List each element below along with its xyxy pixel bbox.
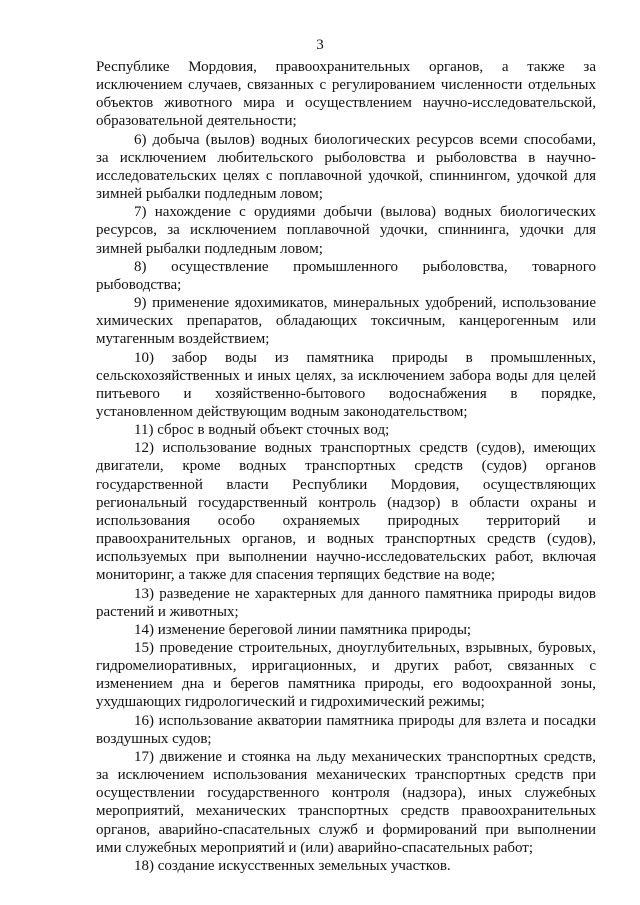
document-body [96, 58, 596, 875]
list-item-12: 12) использование водных транспортных средств (судов), имеющих двигатели, кроме водных транспортных средств (судов) органов государственной власти Республики Мордовия, осуществляющих региональный государственный контроль (надзор) в области охраны и использования особо охраняемых природных территорий и правоохранительных органов, и водных транспортных средств (судов), используемых при выполнении научно-исследовательских работ, включая мониторинг, а также для спасения терпящих бедствие на воде; [96, 440, 596, 584]
list-item-18: 18) создание искусственных земельных участков. [134, 857, 451, 874]
list-item-8: 8) осуществление промышленного рыболовства, товарного рыбоводства; [96, 258, 596, 293]
list-item-7: 7) нахождение с орудиями добычи (вылова) водных биологических ресурсов, за исключением поплавочной удочки, спиннинга, удочки для зимней рыбалки подледным ловом; [96, 204, 596, 257]
list-item-6: 6) добыча (вылов) водных биологических ресурсов всеми способами, за исключением любительского рыболовства и рыболовства в научно-исследовательских целях с поплавочной удочкой, спиннингом, удочкой для зимней рыбалки подледным ловом; [96, 131, 596, 203]
paragraph-continuation: Республике Мордовия, правоохранительных органов, а также за исключением случаев, связанных с регулированием численности отдельных объектов животного мира и осуществлением научно-исследовательской, образовательной деятельности; [96, 59, 596, 130]
list-item-9: 9) применение ядохимикатов, минеральных удобрений, использование химических препаратов, обладающих токсичным, канцерогенным или мутагенным воздействием; [96, 295, 596, 348]
list-item-15: 15) проведение строительных, дноуглубительных, взрывных, буровых, гидромелиоративных, ирригационных, и других работ, связанных с изменением дна и берегов памятника природы, его водоохранной зоны, ухудшающих гидрологический и гидрохимический режимы; [96, 640, 596, 711]
page-number: 3 [316, 37, 324, 53]
list-item-16: 16) использование акватории памятника природы для взлета и посадки воздушных судов; [96, 712, 596, 747]
list-item-17: 17) движение и стоянка на льду механических транспортных средств, за исключением использования механических транспортных средств при осуществлении государственного контроля (надзора), иных служебных мероприятий, механических транспортных средств правоохранительных органов, аварийно-спасательных служб и формирований при выполнении ими служебных мероприятий и (или) аварийно-спасательных работ; [96, 748, 596, 856]
list-item-10: 10) забор воды из памятника природы в промышленных, сельскохозяйственных и иных целях, за исключением забора воды для целей питьевого и хозяйственно-бытового водоснабжения в порядке, установленном действующим водным законодательством; [96, 349, 596, 420]
list-item-13: 13) разведение не характерных для данного памятника природы видов растений и животных; [96, 585, 596, 620]
list-item-11: 11) сброс в водный объект сточных вод; [134, 422, 390, 439]
list-item-14: 14) изменение береговой линии памятника природы; [134, 621, 472, 638]
